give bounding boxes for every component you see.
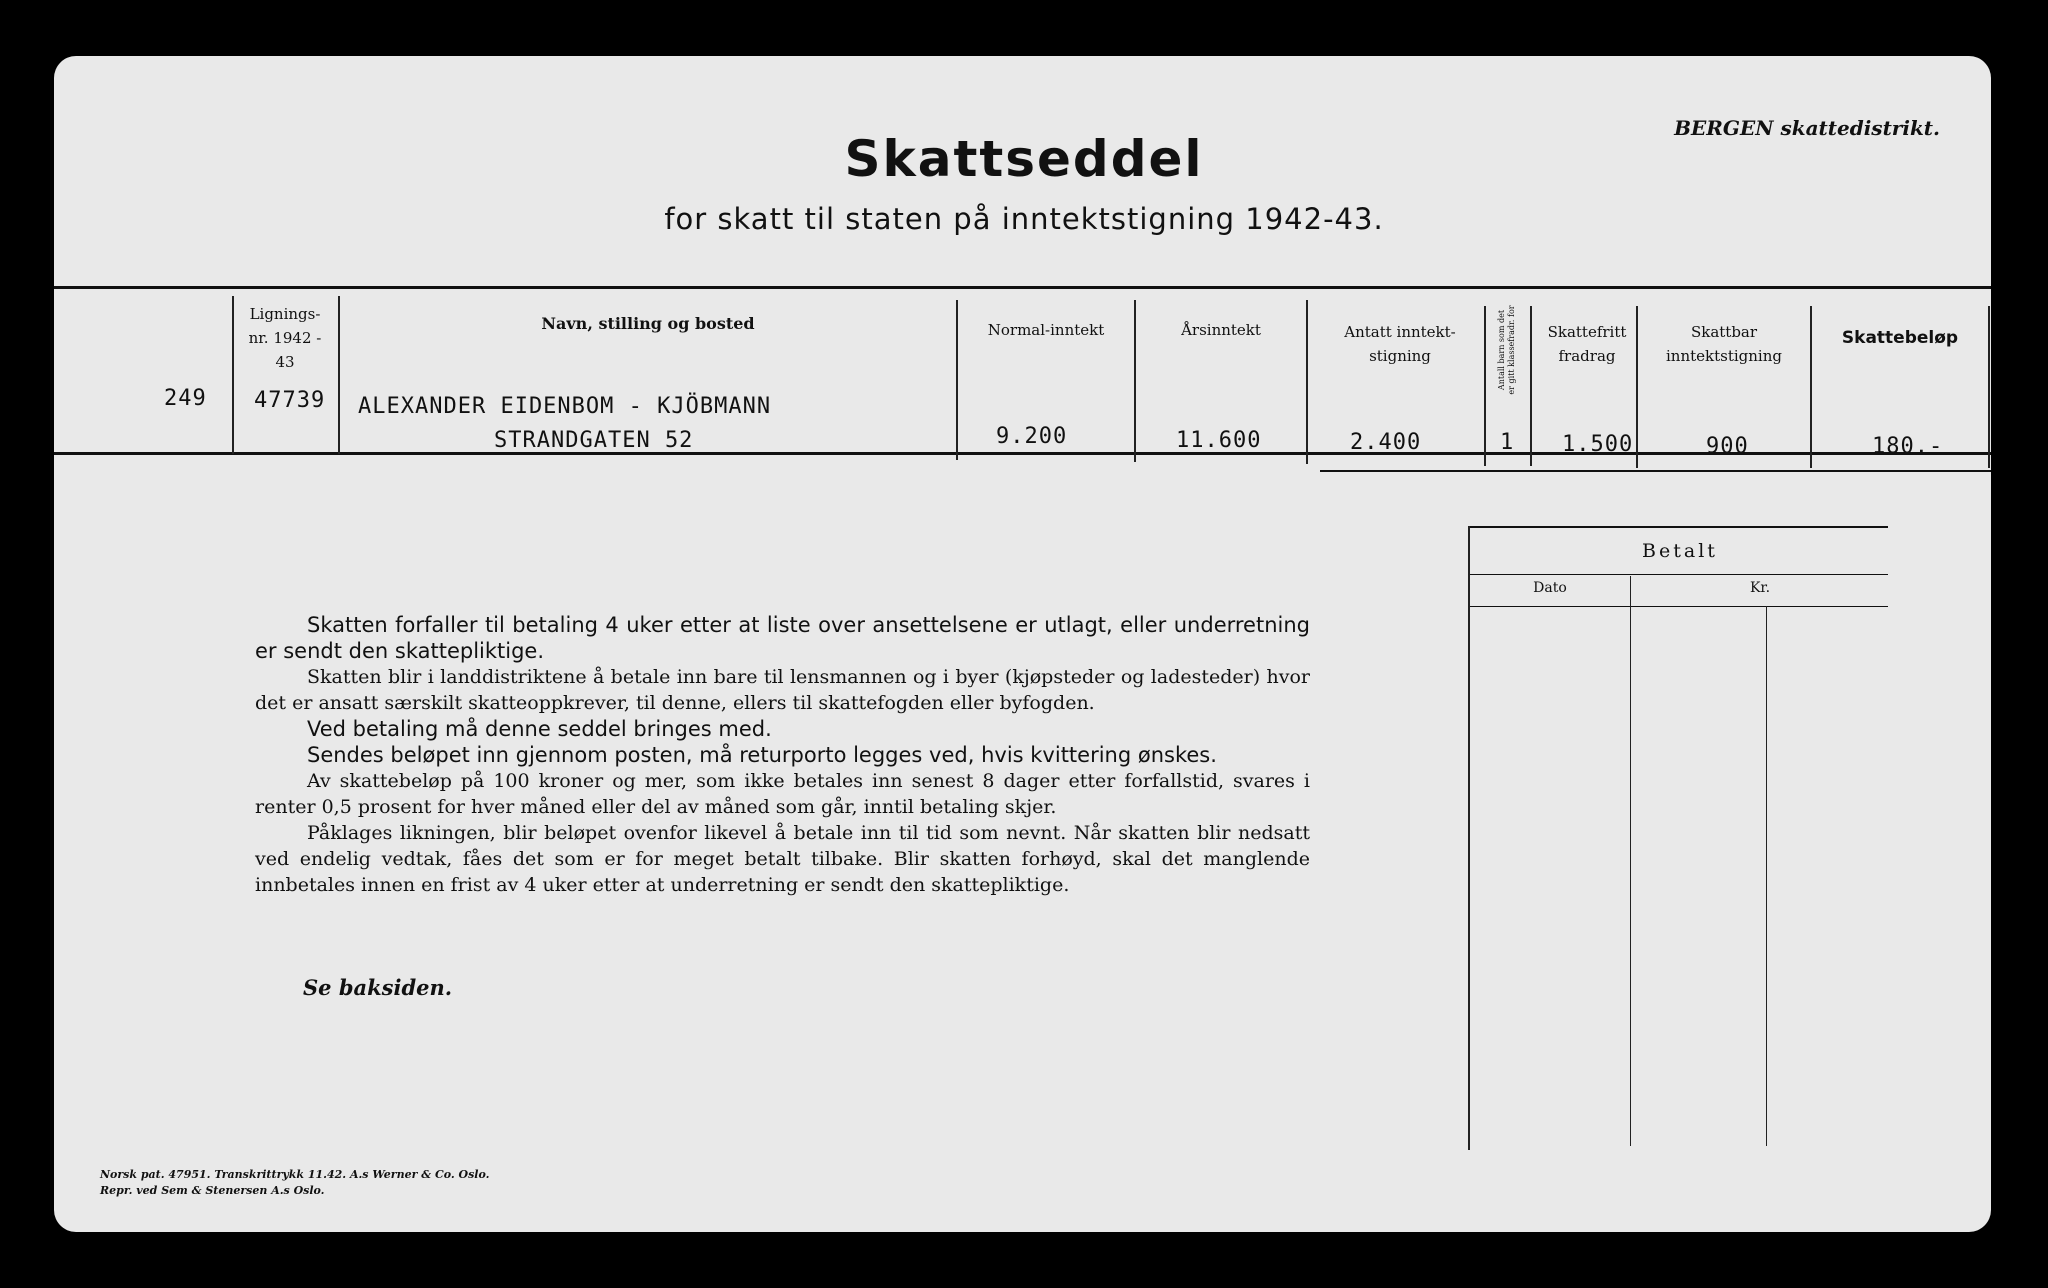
table-bottom-rule-2 — [1320, 470, 1991, 472]
header-skattbar: Skattbar inntektstigning — [1666, 323, 1782, 365]
printer-info-2: Repr. ved Sem & Stenersen A.s Oslo. — [100, 1184, 325, 1197]
col-divider — [1530, 306, 1532, 466]
col-divider — [1484, 306, 1486, 466]
printer-info-1: Norsk pat. 47951. Transkrittrykk 11.42. A.s Werner & Co. Oslo. — [100, 1168, 490, 1181]
col-divider — [1636, 306, 1638, 468]
row-barn: 1 — [1500, 430, 1515, 455]
row-normal: 9.200 — [996, 424, 1068, 449]
header-skattebelop: Skattebeløp — [1841, 328, 1959, 348]
table-top-rule — [54, 286, 1991, 289]
col-divider — [1988, 306, 1990, 468]
betalt-top-rule — [1470, 526, 1888, 528]
betalt-title: Betalt — [1642, 540, 1718, 562]
col-divider — [232, 296, 234, 454]
header-arsinntekt: Årsinntekt — [1181, 321, 1261, 339]
header-skattefritt: Skattefritt fradrag — [1547, 323, 1627, 365]
row-skattbar: 900 — [1706, 434, 1749, 459]
row-antatt: 2.400 — [1350, 430, 1422, 455]
instructions — [255, 612, 1310, 898]
instruction-where-to-pay: Skatten blir i landdistriktene å betale inn bare til lensmannen og i byer (kjøpsteder og ladesteder) hvor det er ansatt særskilt skatteoppkrever, til denne, ellers til skattefogden eller byfogden. — [255, 666, 1310, 714]
instruction-bring-slip: Ved betaling må denne seddel bringes med. — [307, 717, 772, 741]
instruction-due: Skatten forfaller til betaling 4 uker etter at liste over ansettelsene er utlagt, eller underretning er sendt den skattepliktige. — [255, 613, 1310, 663]
form-subtitle: for skatt til staten på inntektstigning 1942-43. — [664, 202, 1384, 236]
row-line-number: 249 — [164, 386, 207, 411]
header-antatt: Antatt inntekt- stigning — [1344, 323, 1456, 365]
betalt-sub-rule — [1470, 606, 1888, 607]
table-bottom-rule — [54, 452, 1991, 455]
row-skattebelop: 180.- — [1872, 434, 1944, 459]
betalt-mid-rule — [1630, 576, 1631, 1146]
row-arsinntekt: 11.600 — [1176, 428, 1262, 453]
header-barn: Antall barn som det er gitt klassefradr. for — [1497, 305, 1516, 395]
betalt-ore-rule — [1766, 606, 1767, 1146]
row-skattefritt: 1.500 — [1562, 432, 1634, 457]
header-navn: Navn, stilling og bosted — [541, 314, 755, 333]
col-divider — [1306, 300, 1308, 464]
see-reverse-note: Se baksiden. — [303, 975, 453, 1000]
betalt-kr-header: Kr. — [1749, 580, 1771, 596]
instruction-postage: Sendes beløpet inn gjennom posten, må returporto legges ved, hvis kvittering ønskes. — [307, 743, 1217, 767]
form-title: Skattseddel — [844, 130, 1204, 188]
col-divider — [956, 300, 958, 460]
row-address: STRANDGATEN 52 — [494, 428, 694, 453]
betalt-left-rule — [1468, 526, 1470, 1150]
district-label: BERGEN skattedistrikt. — [1674, 116, 1940, 140]
row-name: ALEXANDER EIDENBOM - KJÖBMANN — [358, 394, 772, 419]
betalt-dato-header: Dato — [1533, 580, 1567, 596]
header-normal: Normal-inntekt — [987, 321, 1105, 339]
row-ligningsnr: 47739 — [254, 388, 326, 413]
header-ligningsnr: Lignings- nr. 1942 - 43 — [248, 305, 322, 371]
instruction-interest: Av skattebeløp på 100 kroner og mer, som ikke betales inn senest 8 dager etter forfallstid, svares i renter 0,5 prosent for hver måned eller del av måned som går, inntil betaling skjer. — [255, 770, 1310, 818]
betalt-header-rule — [1470, 574, 1888, 575]
instruction-appeal: Påklages likningen, blir beløpet ovenfor likevel å betale inn til tid som nevnt. Når skatten blir nedsatt ved endelig vedtak, fåes det som er for meget betalt tilbake. Blir skatten forhøyd, skal det manglende innbetales innen en frist av 4 uker etter at underretning er sendt den skattepliktige. — [255, 822, 1310, 896]
